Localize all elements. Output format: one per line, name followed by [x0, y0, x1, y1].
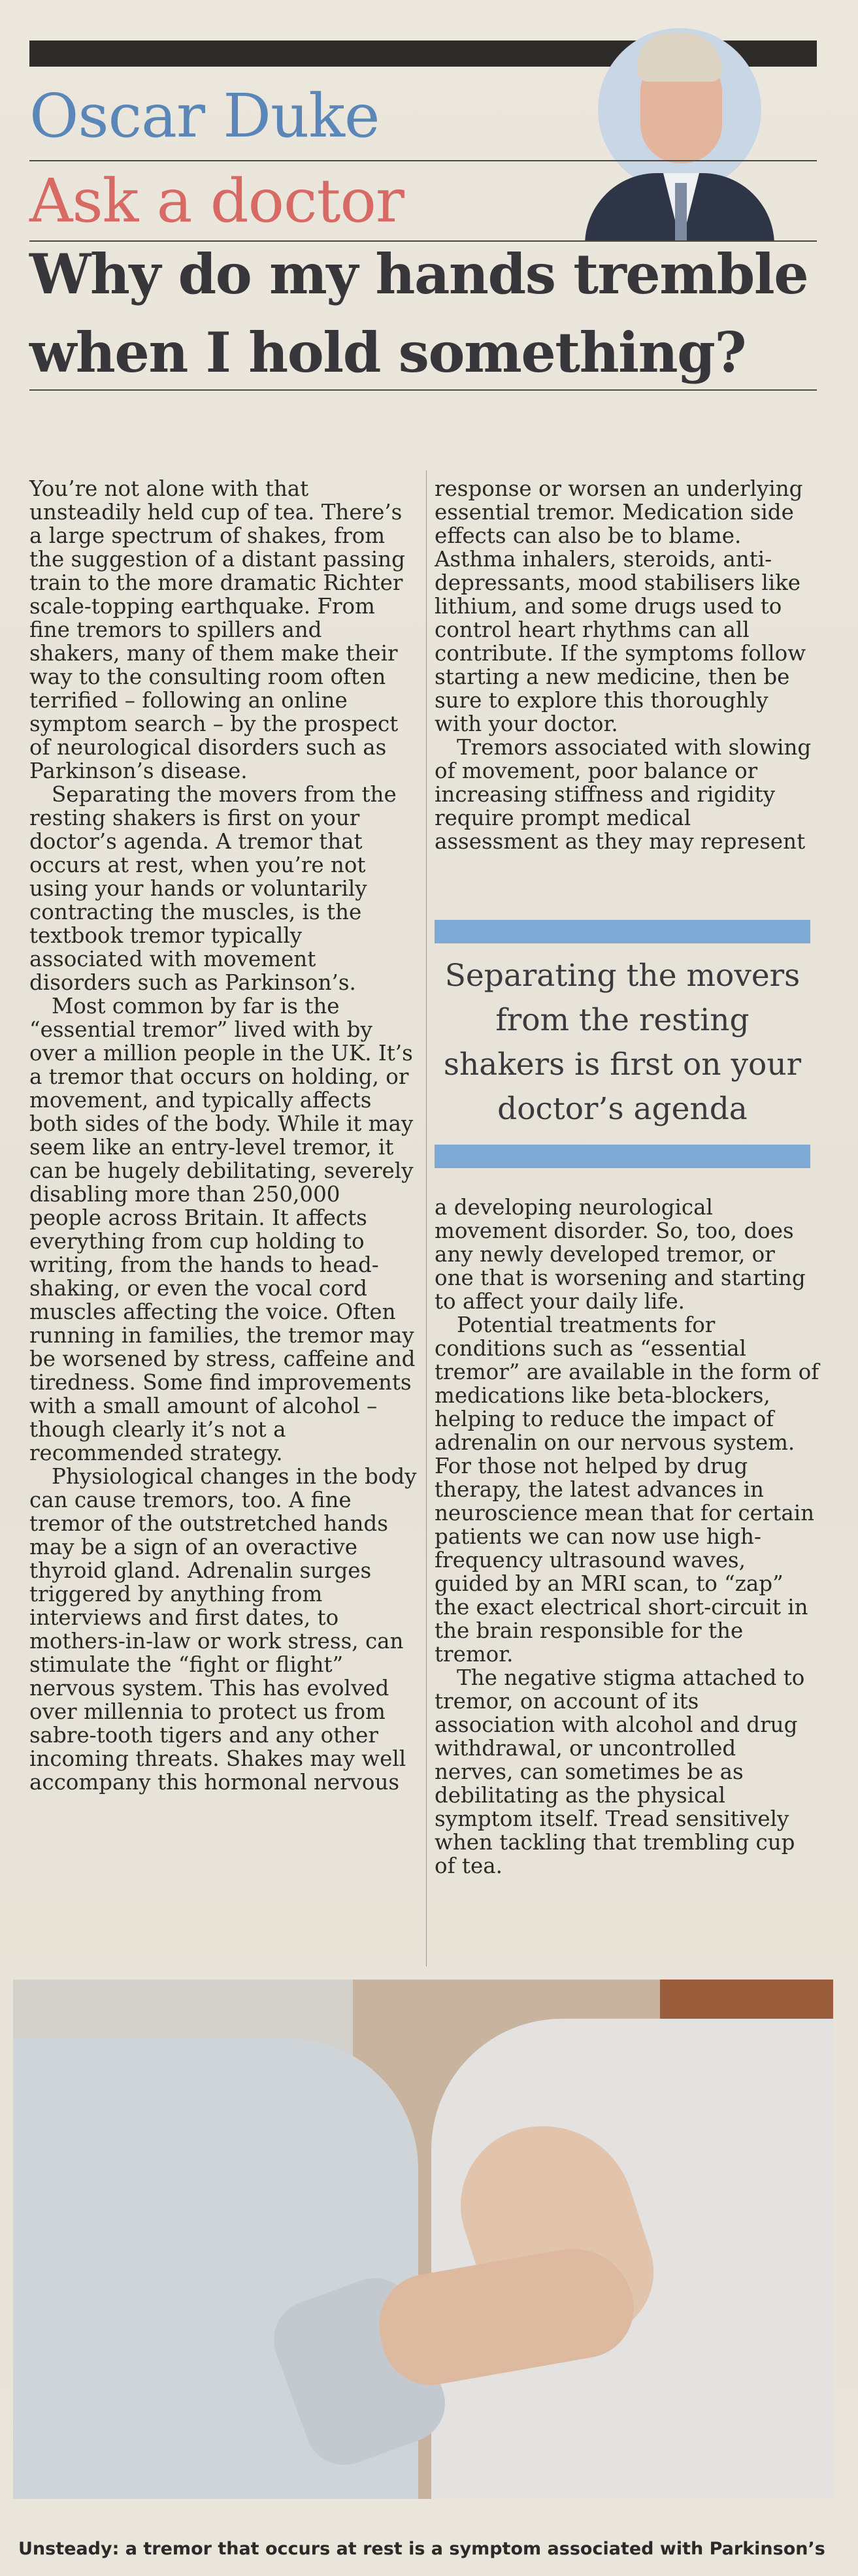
- body-paragraph: Physiological changes in the body can cause tremors, too. A fine tremor of the outstretched hands may be a sign of an overactive thyroid gland. Adrenalin surges triggered by anything from interviews and first dates, to mothers-in-law or work stress, can stimulate the “fight or flight” nervous system. This has evolved over millennia to protect us from sabre-tooth tigers and any other incoming threats. Shakes may well accompany this hormonal nervous: [29, 1464, 417, 1795]
- article-column-right-bottom: [435, 1196, 820, 1878]
- body-paragraph: a developing neurological movement disorder. So, too, does any newly developed tremor, or one that is worsening and starting to affect your daily life.: [435, 1195, 806, 1314]
- pull-quote-bar: [435, 920, 810, 943]
- article-photo: [13, 1980, 833, 2499]
- body-paragraph: Most common by far is the “essential tremor” lived with by over a million people in the UK. It’s a tremor that occurs on holding, or movement, and typically affects both sides of the body. While it may seem like an entry-level tremor, it can be hugely debilitating, severely disabling more than 250,000 people across Britain. It affects everything from cup holding to writing, from the hands to head-shaking, or even the vocal cord muscles affecting the voice. Often running in families, the tremor may be worsened by stress, caffeine and tiredness. Some find improvements with a small amount of alcohol – though clearly it’s not a recommended strategy.: [29, 994, 416, 1465]
- article-column-right-top: [435, 477, 820, 853]
- body-paragraph: The negative stigma attached to tremor, on account of its association with alcohol and drug withdrawal, or uncontrolled nerves, can sometimes be as debilitating as the physical symptom itself. Tread sensitively when tackling that trembling cup of tea.: [435, 1665, 805, 1878]
- body-paragraph: response or worsen an underlying essential tremor. Medication side effects can also be to blame. Asthma inhalers, steroids, anti-depressants, mood stabilisers like lithium, and some drugs used to control heart rhythms can all contribute. If the symptoms follow starting a new medicine, then be sure to explore this thoroughly with your doctor.: [435, 476, 806, 736]
- author-portrait: [572, 16, 781, 242]
- pull-quote: Separating the movers from the resting shakers is first on your doctor’s agenda: [443, 958, 802, 1127]
- author-name: Oscar Duke: [29, 81, 380, 151]
- header-rule: [29, 389, 817, 391]
- headline: Why do my hands tremble when I hold something?: [29, 242, 808, 385]
- body-paragraph: Separating the movers from the resting shakers is first on your doctor’s agenda. A tremor that occurs at rest, when you’re not using your hands or voluntarily contracting the muscles, is the textbook tremor typically associated with movement disorders such as Parkinson’s.: [29, 782, 397, 995]
- article-column-left: [29, 477, 418, 1794]
- body-paragraph: Tremors associated with slowing of movement, poor balance or increasing stiffness and rigidity require prompt medical assessment as they may represent: [435, 735, 812, 854]
- photo-caption: Unsteady: a tremor that occurs at rest is a symptom associated with Parkinson’s: [18, 2539, 825, 2559]
- body-paragraph: You’re not alone with that unsteadily held cup of tea. There’s a large spectrum of shakes, from the suggestion of a distant passing train to the more dramatic Richter scale-topping earthquake. From fine tremors to spillers and shakers, many of them make their way to the consulting room often terrified – following an online symptom search – by the prospect of neurological disorders such as Parkinson’s disease.: [29, 476, 405, 783]
- pull-quote-bar: [435, 1145, 810, 1168]
- body-paragraph: Potential treatments for conditions such as “essential tremor” are available in the form of medications like beta-blockers, helping to reduce the impact of adrenalin on our nervous system. For those not helped by drug therapy, the latest advances in neuroscience mean that for certain patients we can now use high-frequency ultrasound waves, guided by an MRI scan, to “zap” the exact electrical short-circuit in the brain responsible for the tremor.: [435, 1312, 819, 1667]
- column-divider: [426, 470, 427, 1966]
- header-rule: [29, 160, 817, 161]
- column-title: Ask a doctor: [29, 166, 404, 236]
- portrait-tie: [675, 183, 687, 242]
